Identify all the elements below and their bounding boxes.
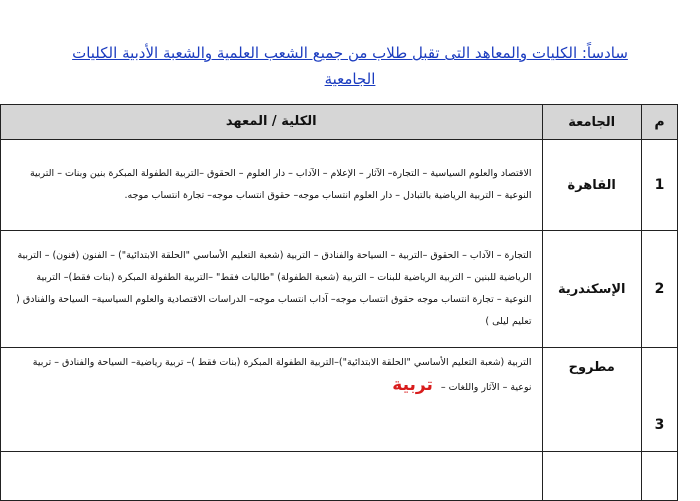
heading-line-1: سادساً: الكليات والمعاهد التى تقبل طلاب من جميع الشعب العلمية والشعبة الأدبية الكليات (72, 44, 628, 62)
highlight-word: تربية (392, 375, 433, 395)
table-row (1, 452, 678, 501)
table-row (1, 231, 678, 348)
row-faculty: التجارة – الآداب – الحقوق –التربية – السياحة والفنادق – التربية (شعبة التعليم الأساسي "الحلقة الابتدائية") – الفنون (فنون) – التربية الرياضية للبنين – التربية الرياضية للبنات – التربية (شعبة الطفولة) "طالبات فقط" –التربية الطفولة المبكرة (بنات فقط)– التربية النوعية – تجارة انتساب موجه حقوق انتساب موجه– آداب انتساب موجه– الدراسات الاقتصادية والعلوم السياسية– السياحة والفنادق ( تعليم ليلى ) (1, 231, 543, 348)
row-num: 2 (641, 231, 677, 348)
row-faculty: الاقتصاد والعلوم السياسية – التجارة– الآثار – الإعلام – الآداب – دار العلوم – الحقوق –التربية الطفولة المبكرة بنين وبنات – التربية النوعية – التربية الرياضية بالتبادل – دار العلوم انتساب موجه– حقوق انتساب موجه– تجارة انتساب موجه. (1, 140, 543, 231)
row-university: الإسكندرية (542, 231, 641, 348)
row-num: 3 (641, 348, 677, 452)
row-faculty (1, 348, 543, 452)
header-faculty: الكلية / المعهد (1, 105, 543, 140)
header-num: م (641, 105, 677, 140)
row-num (641, 452, 677, 501)
faculties-table (0, 104, 678, 501)
section-heading (0, 40, 700, 92)
heading-line-2: الجامعية (324, 70, 376, 88)
table-row (1, 348, 678, 452)
row-faculty-text: التربية (شعبة التعليم الأساسي "الحلقة الابتدائية")–التربية الطفولة المبكرة (بنات فقط )– تربية رياضية– السياحة والفنادق – تربية نوعية – الآثار واللغات – (32, 357, 532, 393)
row-faculty (1, 452, 543, 501)
row-university: مطروح (542, 348, 641, 452)
row-num: 1 (641, 140, 677, 231)
table-row (1, 140, 678, 231)
header-university: الجامعة (542, 105, 641, 140)
row-university (542, 452, 641, 501)
row-university: القاهرة (542, 140, 641, 231)
table-header-row (1, 105, 678, 140)
